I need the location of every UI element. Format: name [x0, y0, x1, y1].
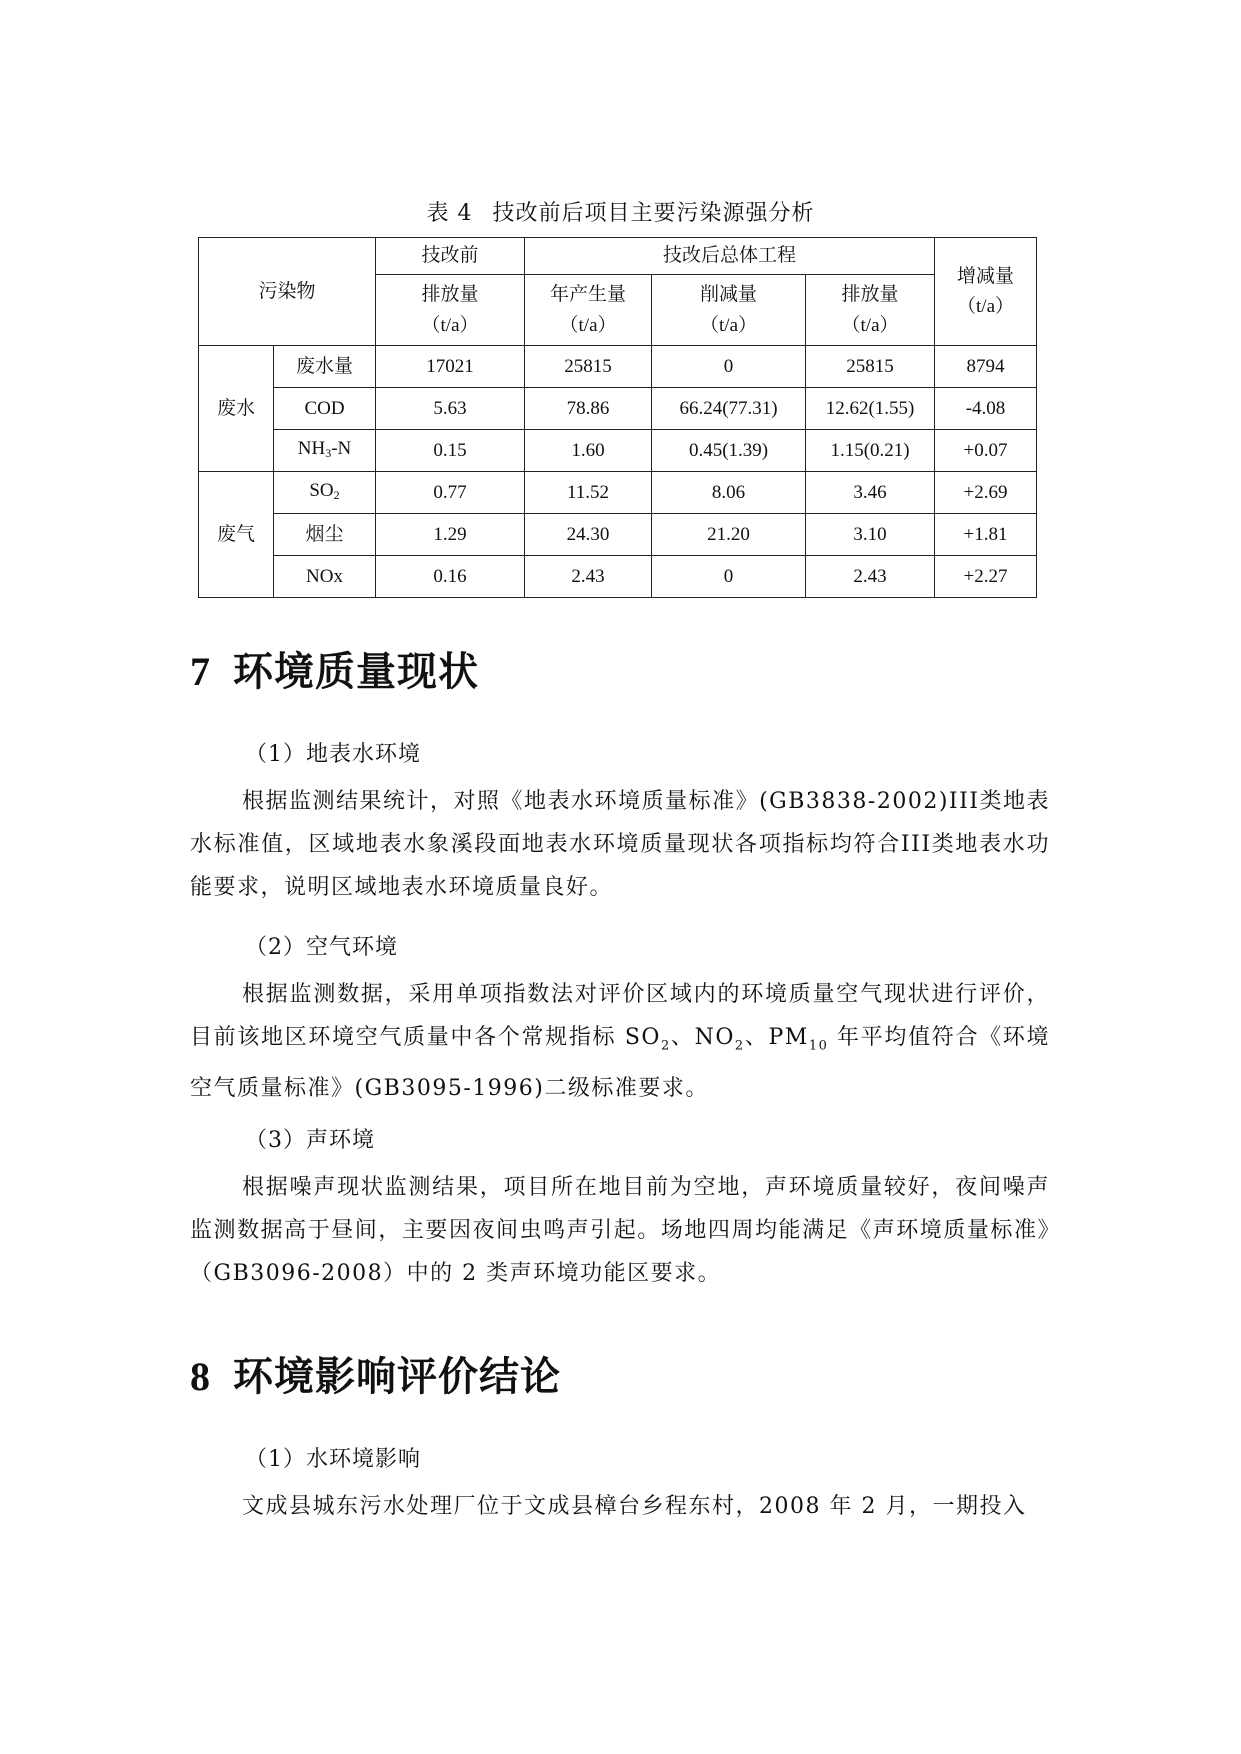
header-pollutant: 污染物 [199, 238, 376, 346]
produce-cell: 1.60 [525, 430, 652, 472]
change-cell: 8794 [935, 346, 1037, 388]
paragraph-surface-water: 根据监测结果统计，对照《地表水环境质量标准》(GB3838-2002)III类地表水标准值，区域地表水象溪段面地表水环境质量现状各项指标均符合III类地表水功能要求，说明区域地表水环境质量良好。 [190, 789, 1050, 900]
header-change [935, 238, 1037, 346]
air-sub-1: 2 [660, 1038, 671, 1054]
header-change-label: 增减量 [957, 265, 1015, 287]
before-cell: 17021 [376, 346, 525, 388]
table-row [199, 388, 1037, 430]
header-production-label: 年产生量 [550, 284, 627, 305]
change-cell: -4.08 [935, 388, 1037, 430]
table-row [199, 430, 1037, 472]
section-7-number: 7 [190, 649, 211, 694]
air-sub-3: 10 [808, 1038, 829, 1054]
group-label: 废气 [199, 472, 274, 598]
before-cell: 0.77 [376, 472, 525, 514]
subsection-surface-water: （1）地表水环境 [245, 742, 421, 767]
produce-cell: 11.52 [525, 472, 652, 514]
emit-cell: 3.10 [806, 514, 935, 556]
header-change-unit: （t/a） [957, 295, 1015, 317]
item-tail: -N [331, 437, 352, 459]
pollution-source-table [198, 237, 1037, 598]
air-text-d: 年平均值符合《环境空气质量标准》(GB3095-1996)二级标准要求。 [190, 1025, 1050, 1102]
emit-cell: 3.46 [806, 472, 935, 514]
item-cell [274, 430, 376, 472]
change-cell: +0.07 [935, 430, 1037, 472]
emit-cell: 12.62(1.55) [806, 388, 935, 430]
table-caption-number: 表 4 [426, 201, 473, 226]
produce-cell: 25815 [525, 346, 652, 388]
header-reduction [652, 275, 806, 346]
item-subscript: 3 [325, 445, 332, 460]
group-label: 废水 [199, 346, 274, 472]
item-cell: COD [274, 388, 376, 430]
reduce-cell: 21.20 [652, 514, 806, 556]
header-emission-before [376, 275, 525, 346]
header-emission-label: 排放量 [421, 284, 479, 305]
paragraph-water-impact: 文成县城东污水处理厂位于文成县樟台乡程东村，2008 年 2 月，一期投入 [242, 1494, 1027, 1519]
header-unit: （t/a） [421, 315, 479, 336]
subsection-noise: （3）声环境 [245, 1128, 375, 1153]
section-7-heading [190, 640, 479, 697]
section-8-number: 8 [190, 1354, 211, 1399]
item-subscript: 2 [333, 487, 340, 502]
item-cell: NOx [274, 556, 376, 598]
produce-cell: 2.43 [525, 556, 652, 598]
reduce-cell: 0 [652, 556, 806, 598]
table-caption-title: 技改前后项目主要污染源强分析 [492, 201, 815, 226]
change-cell: +2.27 [935, 556, 1037, 598]
produce-cell: 78.86 [525, 388, 652, 430]
emit-cell: 1.15(0.21) [806, 430, 935, 472]
before-cell: 0.15 [376, 430, 525, 472]
air-sub-2: 2 [734, 1038, 745, 1054]
table-row [199, 472, 1037, 514]
table-caption [0, 196, 1241, 227]
header-emission2-label: 排放量 [841, 284, 899, 305]
header-after: 技改后总体工程 [525, 238, 935, 275]
table-row [199, 346, 1037, 388]
reduce-cell: 0 [652, 346, 806, 388]
item-main: SO [309, 479, 334, 501]
header-before: 技改前 [376, 238, 525, 275]
produce-cell: 24.30 [525, 514, 652, 556]
subsection-air: （2）空气环境 [245, 935, 398, 960]
emit-cell: 25815 [806, 346, 935, 388]
paragraph-noise: 根据噪声现状监测结果，项目所在地目前为空地，声环境质量较好，夜间噪声监测数据高于昼间，主要因夜间虫鸣声引起。场地四周均能满足《声环境质量标准》（GB3096-2008）中的 2 类声环境功能区要求。 [190, 1175, 1050, 1286]
air-text-a: 根据监测数据，采用单项指数法对评价区域内的环境质量空气现状进行评价，目前该地区环境空气质量中各个常规指标 SO [190, 982, 1050, 1050]
header-unit: （t/a） [700, 315, 758, 336]
item-cell: 烟尘 [274, 514, 376, 556]
table-row [199, 514, 1037, 556]
air-text-c: 、PM [744, 1025, 809, 1050]
before-cell: 1.29 [376, 514, 525, 556]
item-main: NH [297, 437, 326, 459]
header-reduction-label: 削减量 [700, 284, 758, 305]
section-8-heading [190, 1345, 561, 1402]
before-cell: 5.63 [376, 388, 525, 430]
reduce-cell: 0.45(1.39) [652, 430, 806, 472]
section-8-title: 环境影响评价结论 [233, 1353, 561, 1400]
reduce-cell: 8.06 [652, 472, 806, 514]
header-unit: （t/a） [841, 315, 899, 336]
change-cell: +2.69 [935, 472, 1037, 514]
item-cell: 废水量 [274, 346, 376, 388]
subsection-water-impact: （1）水环境影响 [245, 1447, 421, 1472]
before-cell: 0.16 [376, 556, 525, 598]
header-production [525, 275, 652, 346]
emit-cell: 2.43 [806, 556, 935, 598]
header-unit: （t/a） [559, 315, 617, 336]
table-row [199, 556, 1037, 598]
header-emission-after [806, 275, 935, 346]
reduce-cell: 66.24(77.31) [652, 388, 806, 430]
item-cell [274, 472, 376, 514]
change-cell: +1.81 [935, 514, 1037, 556]
paragraph-air [190, 973, 1050, 1110]
air-text-b: 、NO [670, 1025, 735, 1050]
section-7-title: 环境质量现状 [233, 648, 479, 695]
